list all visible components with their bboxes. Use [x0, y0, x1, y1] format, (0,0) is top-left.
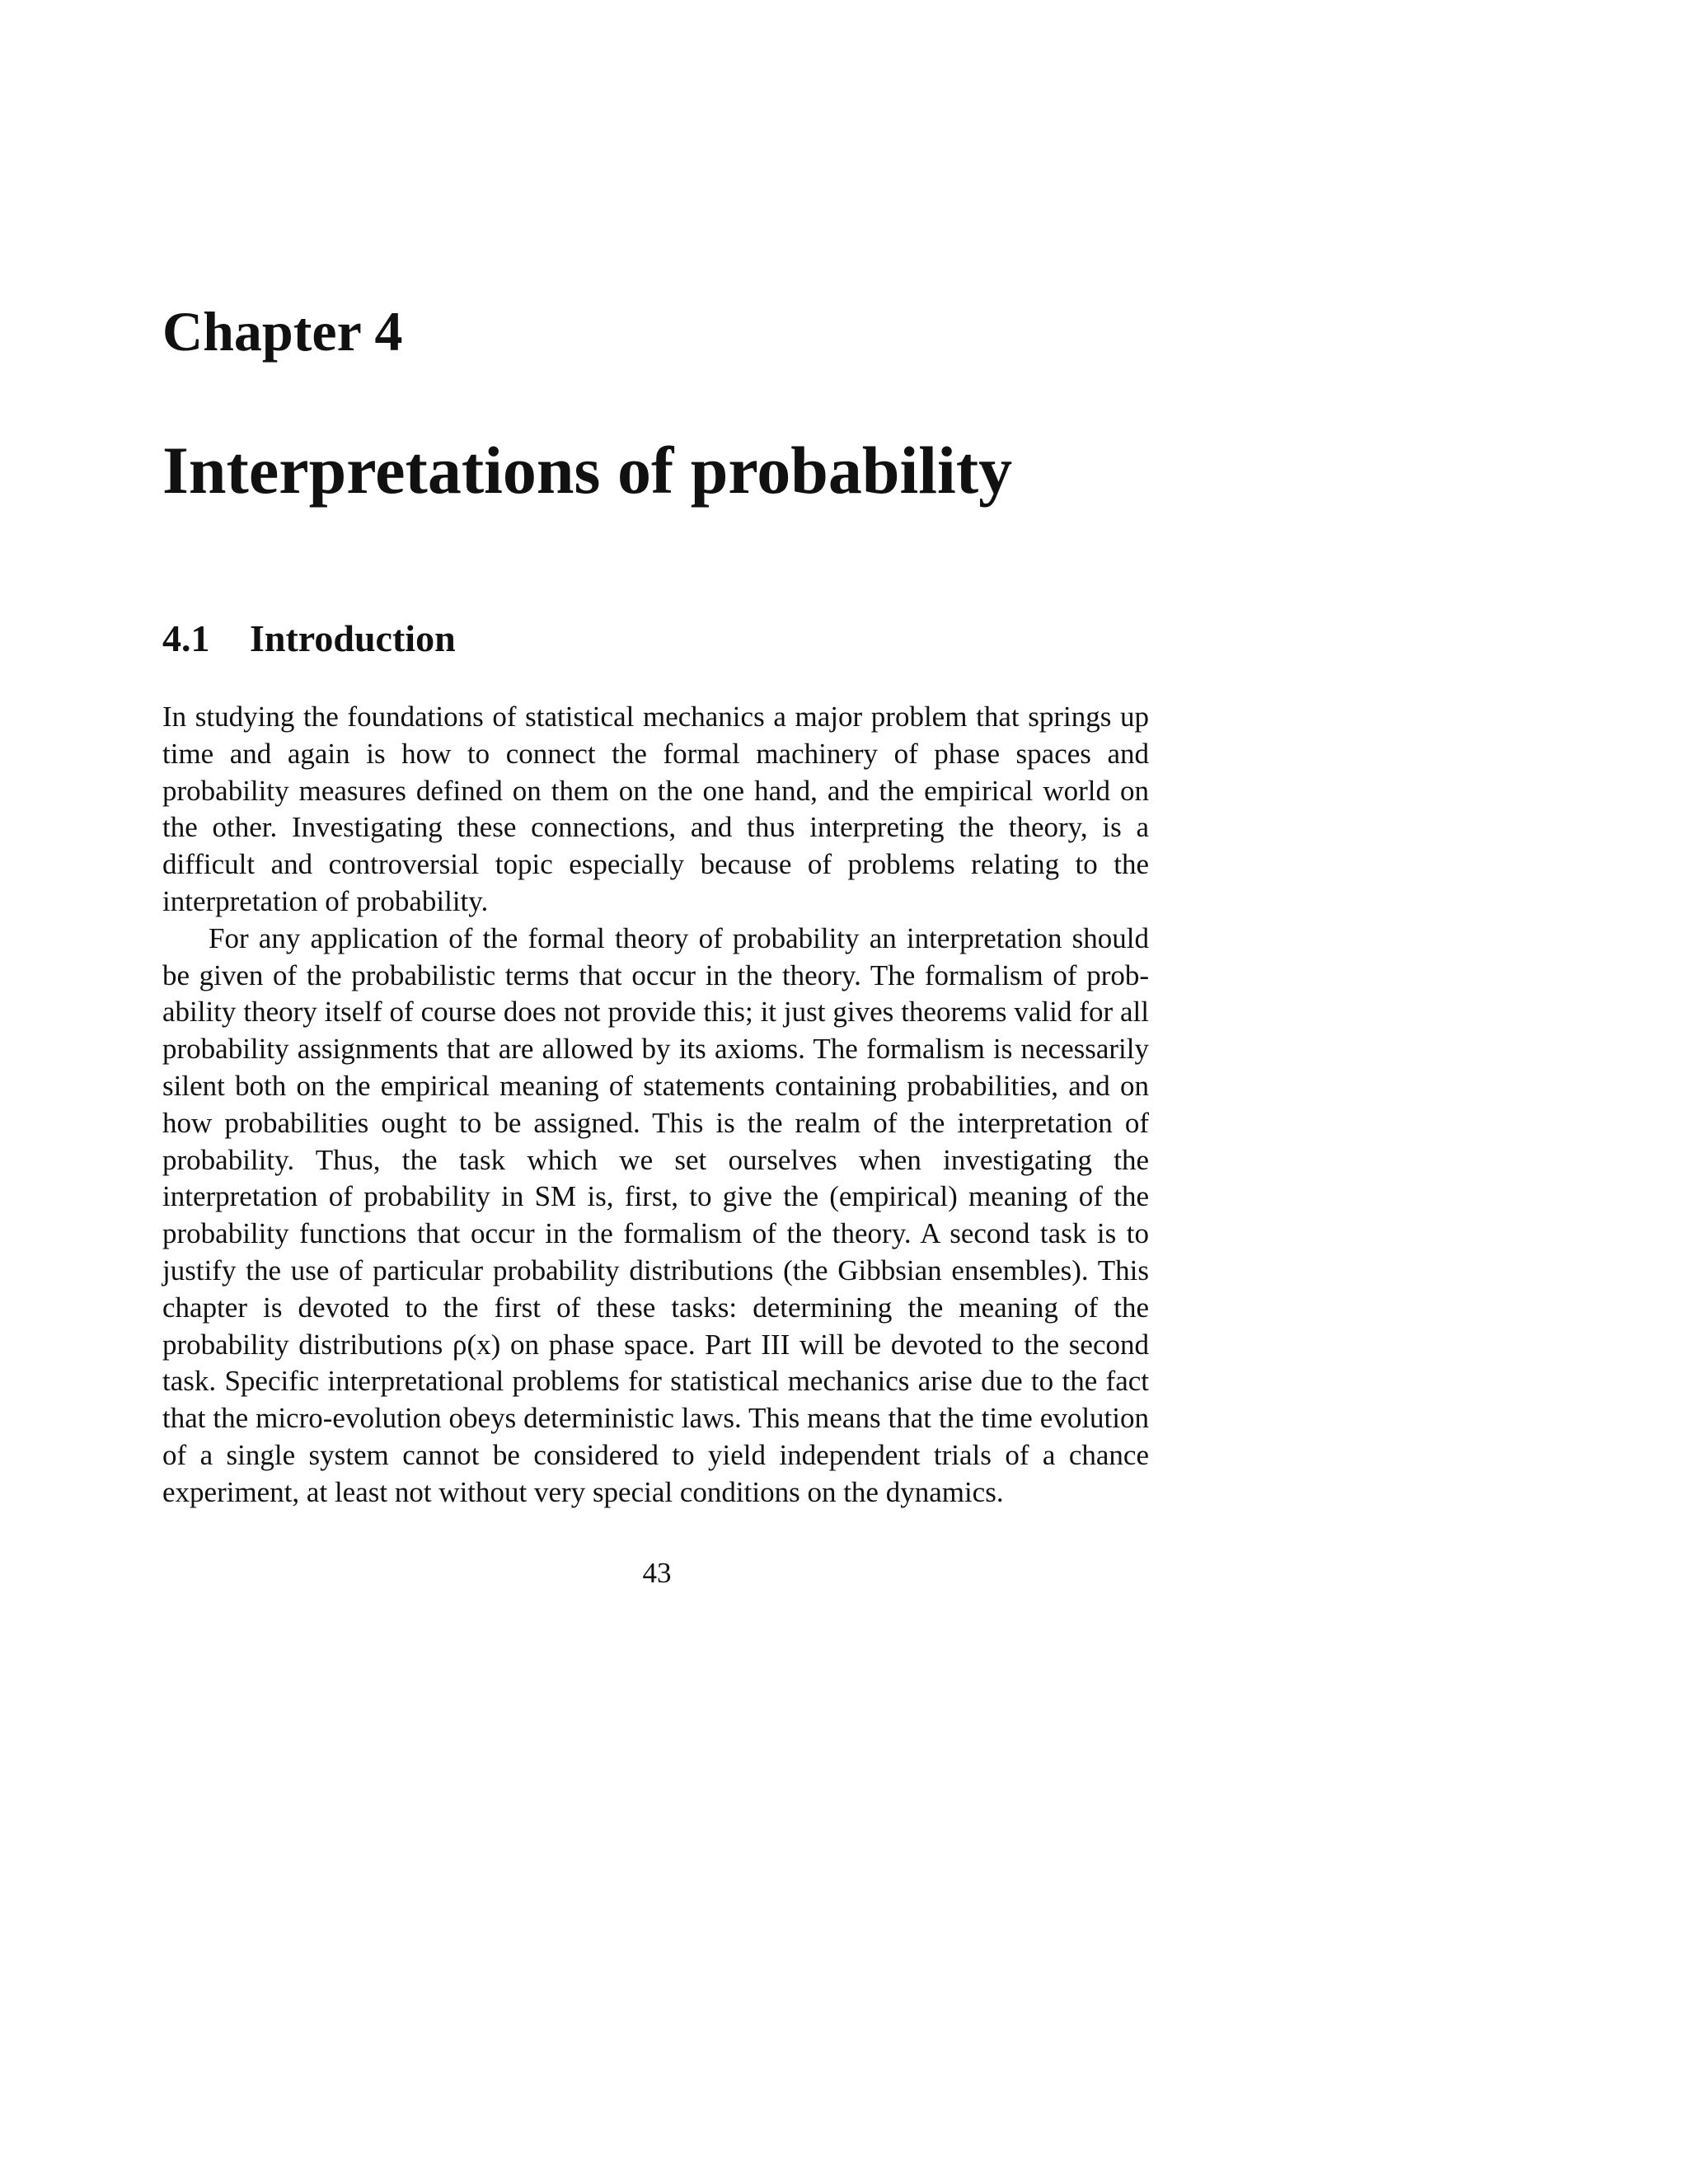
section-number: 4.1 [162, 617, 210, 659]
chapter-label: Chapter 4 [162, 300, 403, 363]
body-text [162, 699, 1149, 1511]
chapter-title: Interpretations of probability [162, 433, 1013, 508]
paragraph-1: In studying the foundations of statistical mechanics a major problem that springs up time and again is how to connect the formal machinery of phase spaces and probability measures defined on them on the one hand, and the empirical world on the other. Investigating these connections, and thus interpreting the theory, is a difficult and controversial topic especially because of problems relating to the interpretation of probability. [162, 701, 1149, 917]
section-title: Introduction [250, 617, 456, 659]
paragraph-2: For any application of the formal theory of probability an interpretation should be given of the probabilistic terms that occur in the theory. The formalism of probability theory itself of course does not provide this; it just gives theorems valid for all probability assignments that are allowed by its axioms. The formalism is necessarily silent both on the empirical meaning of statements containing probabilities, and on how probabilities ought to be assigned. This is the realm of the interpretation of probability. Thus, the task which we set ourselves when investigating the interpretation of probability in SM is, first, to give the (empirical) meaning of the probability functions that occur in the formalism of the theory. A second task is to justify the use of particular probability distributions (the Gibbsian ensembles). This chapter is devoted to the first of these tasks: determining the meaning of the probability distributions ρ(x) on phase space. Part III will be devoted to the second task. Specific interpretational problems for statistical mechanics arise due to the fact that the micro-evolution obeys deterministic laws. This means that the time evolution of a single system cannot be considered to yield independent trials of a chance experiment, at least not without very special conditions on the dynamics. [162, 921, 1149, 1508]
page-number: 43 [642, 1557, 672, 1589]
section-heading [162, 617, 456, 659]
